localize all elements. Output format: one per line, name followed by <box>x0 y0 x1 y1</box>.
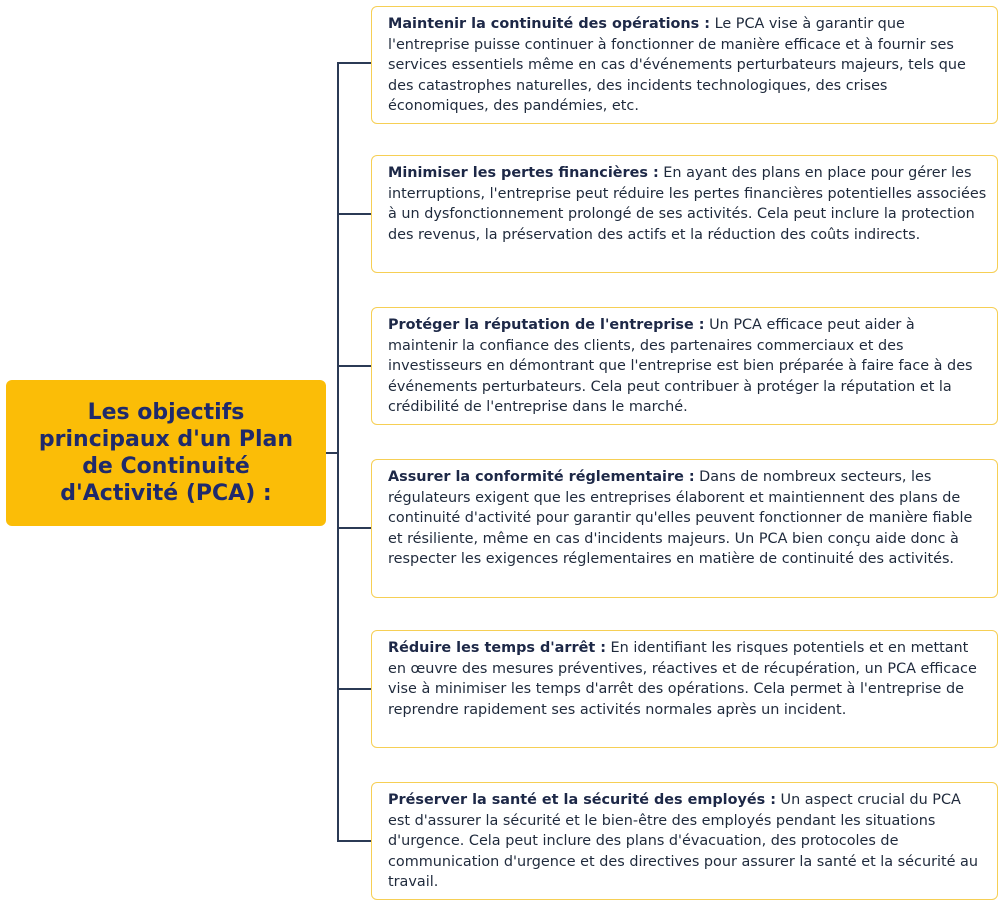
branch-topic-downtime <box>371 630 998 748</box>
branch-text: En ayant des plans en place pour gérer les interruptions, l'entreprise peut réduire les pertes financières potentielles associées à un dysfonctionnement prolongé de ses activités. Cela peut inclure la protection des revenus, la préservation des actifs et la réduction des coûts indirects. <box>388 165 987 243</box>
branch-heading: Maintenir la continuité des opérations : <box>388 16 710 32</box>
root-title: Les objectifs principaux d'un Plan de Continuité d'Activité (PCA) : <box>38 400 294 506</box>
branch-topic-continuity <box>371 6 998 124</box>
branch-topic-employee-safety <box>371 782 998 900</box>
branch-topic-financial-losses <box>371 155 998 273</box>
branch-heading: Minimiser les pertes financières : <box>388 165 659 181</box>
branch-heading: Réduire les temps d'arrêt : <box>388 640 606 656</box>
branch-text: Un aspect crucial du PCA est d'assurer la sécurité et le bien-être des employés pendant les situations d'urgence. Cela peut inclure des plans d'évacuation, des protocoles de communication d'urgence et des directives pour assurer la santé et la sécurité au travail. <box>388 792 978 891</box>
branch-text: Un PCA efficace peut aider à maintenir la confiance des clients, des partenaires commerciaux et des investisseurs en démontrant que l'entreprise est bien préparée à faire face à des événements perturbateurs. Cela peut contribuer à protéger la réputation et la crédibilité de l'entreprise dans le marché. <box>388 317 973 416</box>
branch-text: Dans de nombreux secteurs, les régulateurs exigent que les entreprises élaborent et maintiennent des plans de continuité d'activité pour garantir qu'elles peuvent fonctionner de manière fiable et résiliente, même en cas d'incidents majeurs. Un PCA bien conçu aide donc à respecter les exigences réglementaires en matière de continuité des activités. <box>388 469 973 568</box>
branch-text: Le PCA vise à garantir que l'entreprise puisse continuer à fonctionner de manière efficace et à fournir ses services essentiels même en cas d'événements perturbateurs majeurs, tels que des catastrophes naturelles, des incidents technologiques, des crises économiques, des pandémies, etc. <box>388 16 966 115</box>
branch-topic-reputation <box>371 307 998 425</box>
branch-topic-compliance <box>371 459 998 598</box>
branch-heading: Protéger la réputation de l'entreprise : <box>388 317 705 333</box>
branch-heading: Assurer la conformité réglementaire : <box>388 469 695 485</box>
branch-heading: Préserver la santé et la sécurité des employés : <box>388 792 776 808</box>
root-topic <box>6 380 326 526</box>
branch-text: En identifiant les risques potentiels et en mettant en œuvre des mesures préventives, réactives et de récupération, un PCA efficace vise à minimiser les temps d'arrêt des opérations. Cela permet à l'entreprise de reprendre rapidement ses activités normales après un incident. <box>388 640 977 718</box>
